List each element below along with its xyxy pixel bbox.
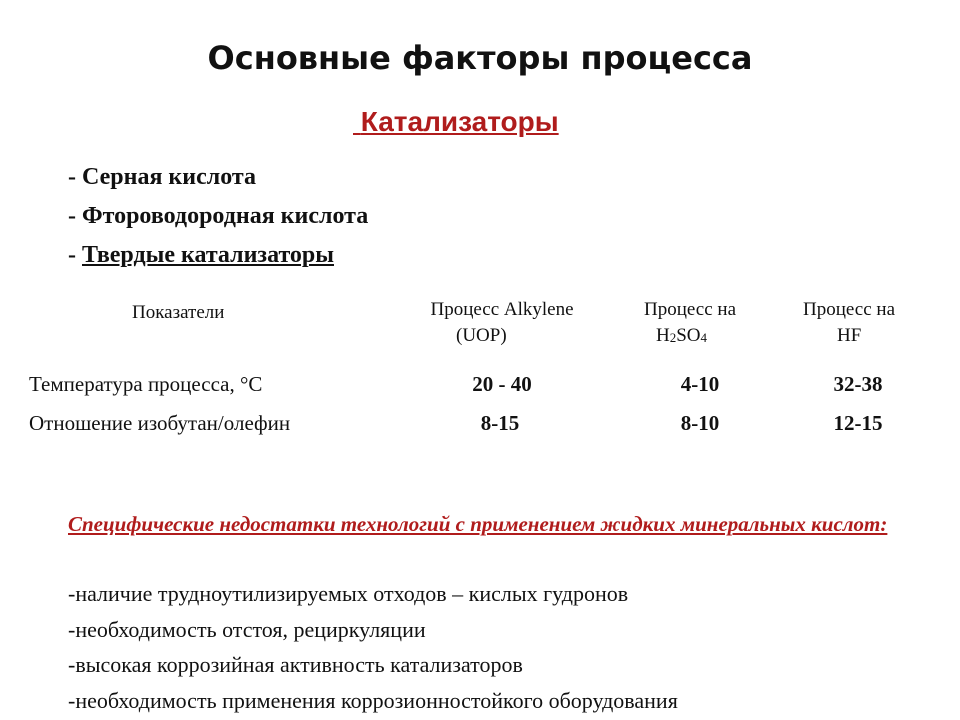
drawback-item-equipment: -необходимость применения коррозионностойкого оборудования <box>68 687 678 713</box>
subtitle-text: Катализаторы <box>360 106 559 137</box>
table-cell-ratio-hf: 12-15 <box>833 411 883 435</box>
slide-subtitle <box>353 104 559 140</box>
catalyst-item-sulfuric: - Серная кислота <box>68 164 256 190</box>
table-cell-ratio-h2so4: 8-10 <box>680 411 720 435</box>
table-cell-temperature-h2so4: 4-10 <box>680 372 720 396</box>
drawback-item-corrosion: -высокая коррозийная активность катализаторов <box>68 652 523 677</box>
table-header-alkylene-line2: (UOP) <box>456 325 507 346</box>
table-row-label-ratio: Отношение изобутан/олефин <box>29 411 291 435</box>
table-row-label-temperature: Температура процесса, °С <box>29 372 263 396</box>
table-header-hf <box>803 297 895 349</box>
table-cell-temperature-alkylene: 20 - 40 <box>472 372 532 396</box>
catalyst-item-hydrofluoric: - Фтороводородная кислота <box>68 203 369 229</box>
table-header-alkylene <box>408 297 596 349</box>
table-header-hf-line1: Процесс на <box>803 299 896 320</box>
table-header-alkylene-line1: Процесс Alkylene <box>430 299 574 320</box>
table-header-indicators: Показатели <box>132 302 225 323</box>
table-cell-temperature-hf: 32-38 <box>833 372 883 396</box>
drawback-item-settling: -необходимость отстоя, рециркуляции <box>68 616 426 642</box>
catalyst-item-solid <box>68 236 368 275</box>
drawbacks-heading: Специфические недостатки технологий с применением жидких минеральных кислот: <box>68 512 888 536</box>
drawback-item-waste: -наличие трудноутилизируемых отходов – кислых гудронов <box>68 581 629 606</box>
catalyst-list <box>68 158 368 275</box>
table-cell-ratio-alkylene: 8-15 <box>480 411 520 435</box>
drawbacks-list <box>68 576 678 718</box>
catalyst-item-solid-text: Твердые катализаторы <box>82 242 334 268</box>
table-header-h2so4 <box>644 297 736 350</box>
table-header-h2so4-formula: $H_2SO_4$ <box>656 325 708 346</box>
slide-title: Основные факторы процесса <box>207 39 753 77</box>
table-header-hf-line2: HF <box>837 325 862 346</box>
table-header-h2so4-line1: Процесс на <box>644 299 737 320</box>
catalyst-item-solid-prefix: - <box>68 242 82 268</box>
